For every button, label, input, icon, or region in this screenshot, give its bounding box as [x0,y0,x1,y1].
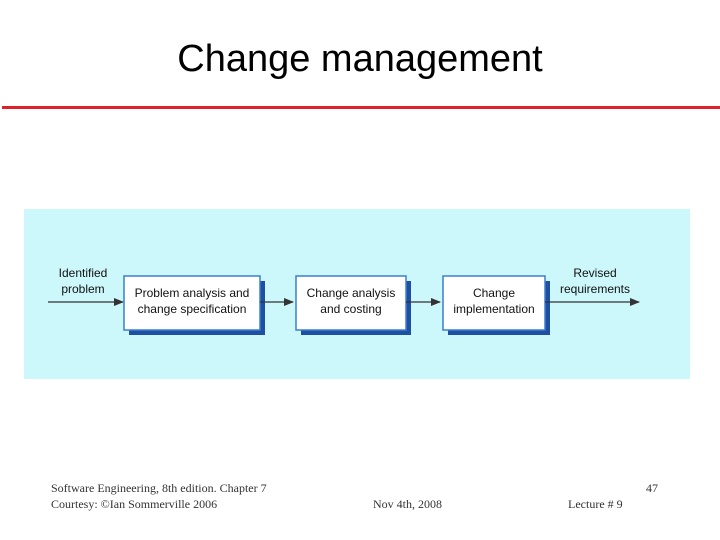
footer-courtesy: Courtesy: ©Ian Sommerville 2006 [51,497,218,511]
box-implementation-line2: implementation [453,302,535,316]
title-underline [2,106,720,109]
input-label-line2: problem [61,282,105,296]
box-change-analysis-line1: Change analysis [306,286,396,300]
box-implementation-line1: Change [472,286,516,300]
input-label-line1: Identified [58,266,108,280]
output-label-line1: Revised [573,266,617,280]
process-diagram [24,209,690,379]
box-problem-analysis-line2: change specification [137,302,247,316]
page-number: 47 [646,481,658,495]
footer-lecture: Lecture # 9 [568,497,623,511]
box-problem-analysis-line1: Problem analysis and [134,286,250,300]
box-change-analysis-line2: and costing [320,302,382,316]
slide-title: Change management [177,38,543,80]
diagram-canvas [24,209,690,379]
output-label-line2: requirements [559,282,631,296]
footer-credits [51,480,267,512]
footer-book: Software Engineering, 8th edition. Chapter 7 [51,481,267,495]
footer-date: Nov 4th, 2008 [373,497,442,511]
